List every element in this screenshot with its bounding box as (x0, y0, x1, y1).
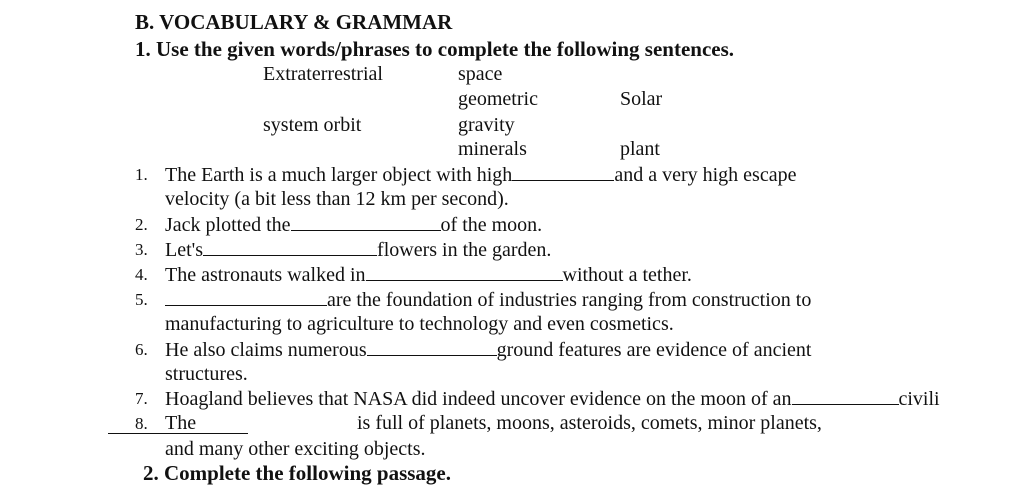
sentence-text: He also claims numerous (165, 339, 367, 361)
sentence-number: 3. (135, 240, 148, 259)
answer-blank[interactable] (792, 386, 899, 405)
answer-blank[interactable] (203, 237, 377, 256)
sentence-continuation: and many other exciting objects. (165, 438, 426, 460)
sentence-continuation: structures. (165, 363, 248, 385)
sentence-text: Let's (165, 239, 204, 261)
answer-blank[interactable] (366, 262, 563, 281)
answer-blank[interactable] (291, 212, 441, 231)
sentence-text: Jack plotted the (165, 214, 291, 236)
answer-blank[interactable] (367, 337, 497, 356)
sentence-text: of the moon. (440, 214, 543, 236)
answer-blank[interactable] (108, 433, 248, 434)
sentence-number: 2. (135, 215, 148, 234)
sentence-text: The Earth is a much larger object with high (165, 164, 513, 186)
sentence-number: 7. (135, 389, 148, 408)
sentence-text: are the foundation of industries ranging from construction to (327, 289, 812, 311)
word-system-orbit: system orbit (263, 114, 362, 136)
word-plant: plant (620, 138, 660, 160)
sentence-text: The astronauts walked in (165, 264, 366, 286)
sentence-text: is full of planets, moons, asteroids, comets, minor planets, (357, 412, 822, 434)
sentence-text: ground features are evidence of ancient (496, 339, 812, 361)
sentence-text: The (165, 412, 197, 434)
sentence-number: 6. (135, 340, 148, 359)
answer-blank[interactable] (512, 162, 614, 181)
sentence-continuation: velocity (a bit less than 12 km per second). (165, 188, 509, 210)
sentence-number: 1. (135, 165, 148, 184)
cut-off-text-fragment (424, 486, 514, 492)
sentence-text: and a very high escape (614, 164, 797, 186)
sentence-number: 8. (135, 414, 148, 433)
word-extraterrestrial: Extraterrestrial (263, 63, 383, 85)
word-solar: Solar (620, 88, 663, 110)
word-space: space (458, 63, 503, 85)
sentence-text: without a tether. (562, 264, 692, 286)
word-gravity: gravity (458, 114, 515, 136)
section-title: B. VOCABULARY & GRAMMAR (135, 10, 453, 34)
sentence-number: 4. (135, 265, 148, 284)
sentence-number: 5. (135, 290, 148, 309)
task2-title: 2. Complete the following passage. (143, 461, 451, 485)
answer-blank[interactable] (165, 287, 327, 306)
sentence-text: civili (898, 388, 940, 410)
word-minerals: minerals (458, 138, 527, 160)
word-geometric: geometric (458, 88, 538, 110)
sentence-text: flowers in the garden. (377, 239, 552, 261)
sentence-text: Hoagland believes that NASA did indeed uncover evidence on the moon of an (165, 388, 792, 410)
task1-title: 1. Use the given words/phrases to complete the following sentences. (135, 37, 735, 61)
sentence-continuation: manufacturing to agriculture to technology and even cosmetics. (165, 313, 674, 335)
